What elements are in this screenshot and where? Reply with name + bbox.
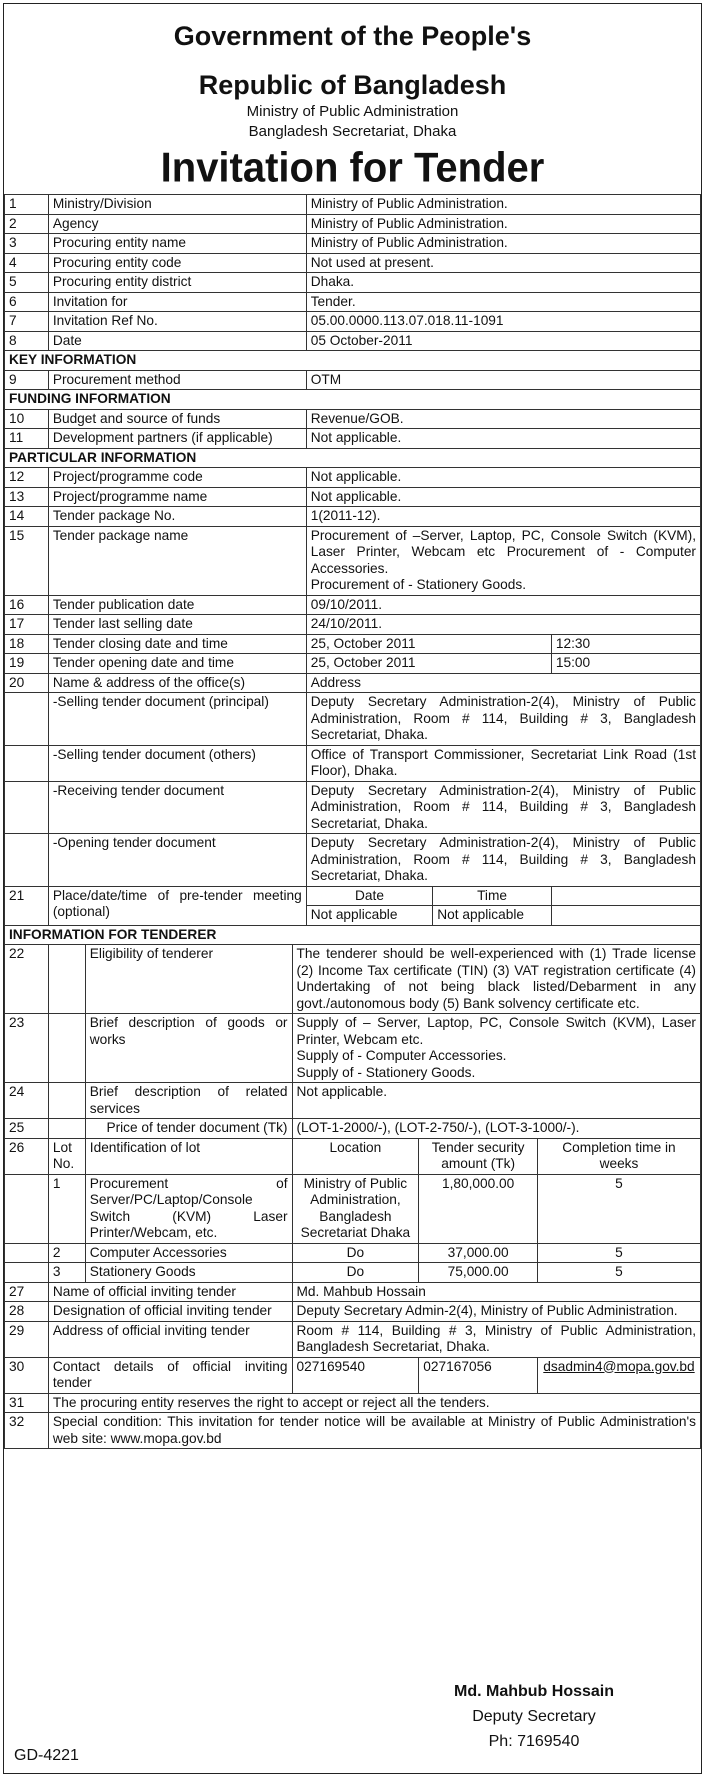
signatory-designation: Deputy Secretary (472, 1708, 596, 1725)
table-row: 5 Procuring entity district Dhaka. (5, 273, 701, 293)
table-row: 25 Price of tender document (Tk) (LOT-1-2000/-), (LOT-2-750/-), (LOT-3-1000/-). (5, 1119, 701, 1139)
tenderer-info-table (4, 925, 701, 1450)
ministry-line: Ministry of Public Administration (246, 103, 459, 120)
table-row: 31 The procuring entity reserves the right to accept or reject all the tenders. (5, 1393, 701, 1413)
section-header: PARTICULAR INFORMATION (5, 448, 701, 468)
table-row: 16 Tender publication date 09/10/2011. (5, 595, 701, 615)
table-row: 11 Development partners (if applicable) Not applicable. (5, 429, 701, 449)
table-row: -Selling tender document (others) Office of Transport Commissioner, Secretariat Link Road (1st Floor), Dhaka. (5, 745, 701, 781)
republic-line: Republic of Bangladesh (198, 70, 507, 100)
table-row: 22 Eligibility of tenderer The tenderer should be well-experienced with (1) Trade license (2) Income Tax certificate (TIN) (3) VAT registration certificate (4) Undertaking of not being black listed/Debarment in any govt./autonomous body (5) Bank solvency certificate etc. (5, 945, 701, 1014)
table-row: 27 Name of official inviting tender Md. Mahbub Hossain (5, 1282, 701, 1302)
table-row: 13 Project/programme name Not applicable. (5, 487, 701, 507)
table-row: 1 Procurement of Server/PC/Laptop/Console Switch (KVM) Laser Printer/Webcam, etc. Ministry of Public Administration, Bangladesh Secretariat Dhaka 1,80,000.00 5 (5, 1174, 701, 1243)
secretariat-line: Bangladesh Secretariat, Dhaka (248, 123, 457, 140)
table-row: 29 Address of official inviting tender Room # 114, Building # 3, Ministry of Public Administration, Bangladesh Secretariat, Dhaka. (5, 1321, 701, 1357)
lot-header-row: 26 Lot No. Identification of lot Location Tender security amount (Tk) Completion time in weeks (5, 1138, 701, 1174)
email-link[interactable]: dsadmin4@mopa.gov.bd (543, 1358, 695, 1374)
table-row: -Selling tender document (principal) Deputy Secretary Administration-2(4), Ministry of Public Administration, Room # 114, Building # 3, Bangladesh Secretariat, Dhaka. (5, 693, 701, 746)
table-row: 23 Brief description of goods or works Supply of – Server, Laptop, PC, Console Switch (KVM), Laser Printer, Webcam etc. Supply of - Computer Accessories. Supply of - Stationery Goods. (5, 1014, 701, 1083)
table-row: 4 Procuring entity code Not used at present. (5, 253, 701, 273)
table-row: 30 Contact details of official inviting tender 027169540 027167056 dsadmin4@mopa.gov.bd (5, 1357, 701, 1393)
table-row: Not applicable Not applicable (5, 906, 701, 926)
table-row: 1 Ministry/Division Ministry of Public Administration. (5, 195, 701, 215)
table-row: 3 Stationery Goods Do 75,000.00 5 (5, 1263, 701, 1283)
table-row: 28 Designation of official inviting tender Deputy Secretary Admin-2(4), Ministry of Public Administration. (5, 1302, 701, 1322)
table-row: 12 Project/programme code Not applicable. (5, 468, 701, 488)
page-title: Invitation for Tender (160, 144, 545, 192)
notice-code: GD-4221 (14, 1747, 79, 1764)
table-row: 6 Invitation for Tender. (5, 292, 701, 312)
signatory-name: Md. Mahbub Hossain (454, 1683, 614, 1700)
tender-notice-page (3, 3, 702, 1774)
table-row: 18 Tender closing date and time 25, October 2011 12:30 (5, 634, 701, 654)
signature-block (424, 1679, 644, 1754)
footer (4, 1673, 701, 1773)
table-row: 32 Special condition: This invitation for tender notice will be available at Ministry of Public Administration's web site: www.mopa.gov.bd (5, 1413, 701, 1449)
section-header: INFORMATION FOR TENDERER (5, 925, 701, 945)
table-row: 19 Tender opening date and time 25, October 2011 15:00 (5, 654, 701, 674)
signatory-phone: Ph: 7169540 (488, 1733, 580, 1750)
table-row: 2 Agency Ministry of Public Administration. (5, 214, 701, 234)
table-row: 24 Brief description of related services Not applicable. (5, 1083, 701, 1119)
government-line: Government of the People's (173, 21, 532, 51)
table-row: 2 Computer Accessories Do 37,000.00 5 (5, 1243, 701, 1263)
table-row: 17 Tender last selling date 24/10/2011. (5, 615, 701, 635)
section-header: FUNDING INFORMATION (5, 390, 701, 410)
section-header: KEY INFORMATION (5, 351, 701, 371)
table-row: 14 Tender package No. 1(2011-12). (5, 507, 701, 527)
table-row: 3 Procuring entity name Ministry of Public Administration. (5, 234, 701, 254)
table-row: 10 Budget and source of funds Revenue/GOB. (5, 409, 701, 429)
table-row: 21 Place/date/time of pre-tender meeting (optional) Date Time (5, 886, 701, 906)
table-row: 9 Procurement method OTM (5, 370, 701, 390)
tender-info-table (4, 194, 701, 926)
table-row: 20 Name & address of the office(s) Address (5, 673, 701, 693)
table-row: 8 Date 05 October-2011 (5, 331, 701, 351)
table-row: 7 Invitation Ref No. 05.00.0000.113.07.018.11-1091 (5, 312, 701, 332)
table-row: -Receiving tender document Deputy Secretary Administration-2(4), Ministry of Public Administration, Room # 114, Building # 3, Bangladesh Secretariat, Dhaka. (5, 781, 701, 834)
table-row: -Opening tender document Deputy Secretary Administration-2(4), Ministry of Public Administration, Room # 114, Building # 3, Bangladesh Secretariat, Dhaka. (5, 834, 701, 887)
table-row: 15 Tender package name Procurement of –Server, Laptop, PC, Console Switch (KVM), Laser Printer, Webcam etc Procurement of - Computer Accessories. Procurement of - Stationery Goods. (5, 526, 701, 595)
